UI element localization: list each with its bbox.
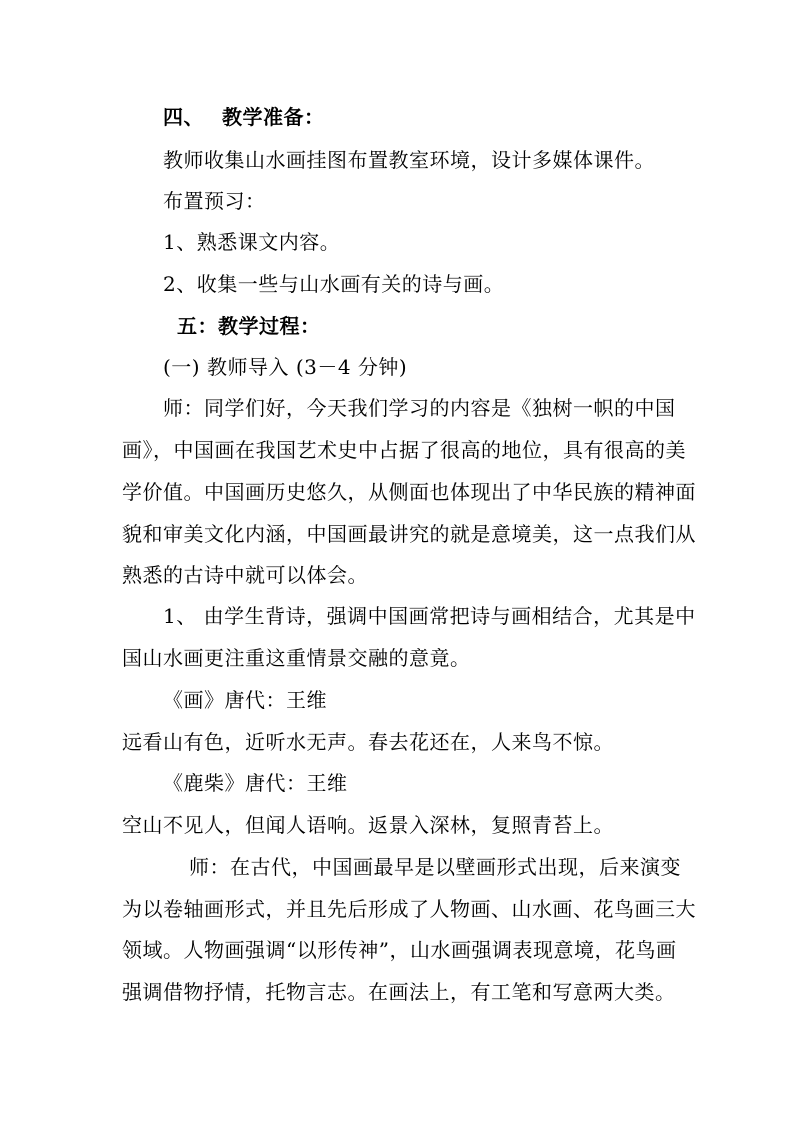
- section-4-number: 四、: [163, 105, 204, 129]
- closing-paragraph-line: 领域。人物画强调“以形传神”，山水画强调表现意境，花鸟画: [122, 938, 677, 962]
- point-1-line: 1、 由学生背诗，强调中国画常把诗与画相结合，尤其是中: [163, 604, 696, 628]
- section-4-title: 教学准备：: [222, 105, 325, 129]
- preview-heading: 布置预习：: [163, 189, 266, 213]
- poem-1-title: 《画》唐代：王维: [163, 688, 327, 712]
- closing-paragraph-line: 师：在古代，中国画最早是以壁画形式出现，后来演变: [189, 855, 681, 879]
- poem-2-text: 空山不见人，但闻人语响。返景入深林，复照青苔上。: [122, 813, 614, 837]
- point-1-line: 国山水画更注重这重情景交融的意竟。: [122, 646, 471, 670]
- intro-paragraph-line: 学价值。中国画历史悠久，从侧面也体现出了中华民族的精神面: [122, 480, 696, 504]
- closing-paragraph-line: 为以卷轴画形式，并且先后形成了人物画、山水画、花鸟画三大: [122, 897, 696, 921]
- poem-1-text: 远看山有色，近听水无声。春去花还在，人来鸟不惊。: [122, 730, 614, 754]
- prep-line: 教师收集山水画挂图布置教室环境，设计多媒体课件。: [163, 148, 655, 172]
- intro-paragraph-line: 画》，中国画在我国艺术史中占据了很高的地位，具有很高的美: [122, 438, 686, 462]
- preview-item-2: 2、收集一些与山水画有关的诗与画。: [163, 272, 505, 296]
- preview-item-1: 1、熟悉课文内容。: [163, 230, 341, 254]
- intro-paragraph-line: 熟悉的古诗中就可以体会。: [122, 563, 368, 587]
- section-5-title: 五：教学过程：: [177, 314, 321, 338]
- closing-paragraph-line: 强调借物抒情，托物言志。在画法上，有工笔和写意两大类。: [122, 980, 676, 1004]
- intro-paragraph-line: 貌和审美文化内涵，中国画最讲究的就是意境美，这一点我们从: [122, 522, 696, 546]
- poem-2-title: 《鹿柴》唐代：王维: [163, 771, 348, 795]
- intro-paragraph-line: 师：同学们好，今天我们学习的内容是《独树一帜的中国: [163, 396, 676, 420]
- step-1-heading: (一) 教师导入 (3－4 分钟): [163, 355, 408, 379]
